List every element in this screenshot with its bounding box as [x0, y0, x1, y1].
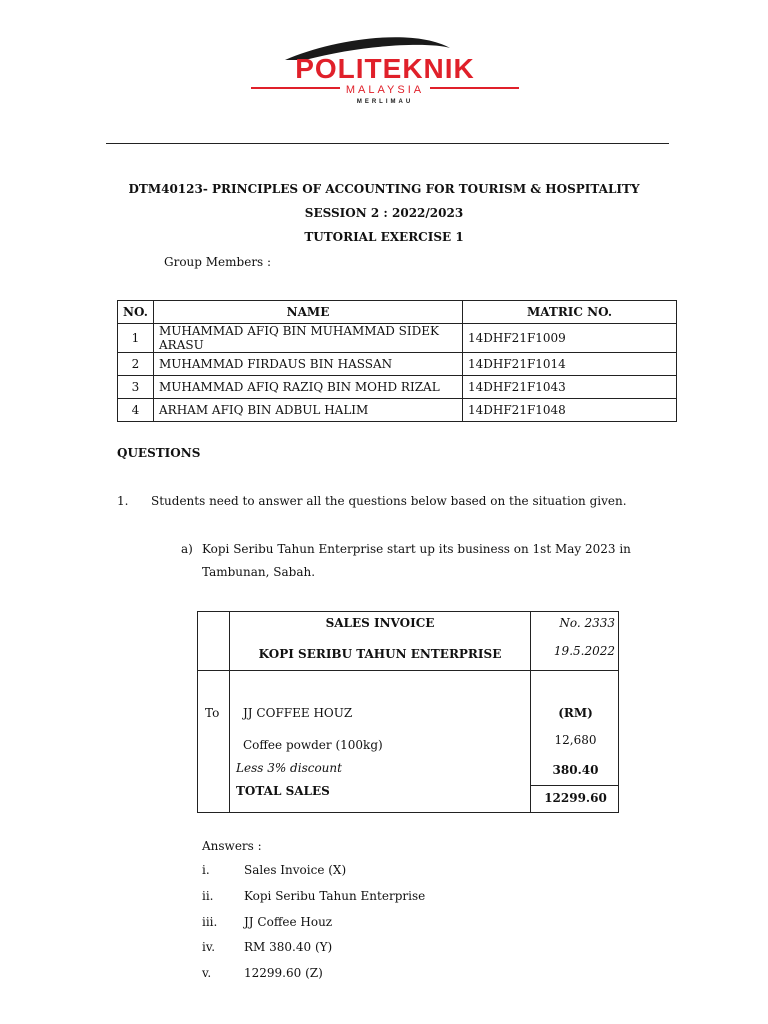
invoice-total-label: TOTAL SALES — [236, 784, 330, 798]
answers-heading: Answers : — [202, 839, 262, 853]
invoice-total-divider — [530, 785, 619, 786]
row-matric: 14DHF21F1009 — [463, 324, 677, 353]
row-name: ARHAM AFIQ BIN ADBUL HALIM — [154, 399, 463, 422]
part-a-label: a) — [181, 542, 193, 556]
row-matric: 14DHF21F1048 — [463, 399, 677, 422]
answer-label: iv. — [202, 940, 216, 954]
invoice-total-amount: 12299.60 — [544, 791, 607, 805]
answer-label: v. — [202, 966, 212, 980]
row-no: 2 — [118, 353, 154, 376]
row-name: MUHAMMAD AFIQ BIN MUHAMMAD SIDEK ARASU — [154, 324, 463, 353]
row-name: MUHAMMAD AFIQ RAZIQ BIN MOHD RIZAL — [154, 376, 463, 399]
header-name: NAME — [154, 301, 463, 324]
answer-label: iii. — [202, 915, 218, 929]
logo-swoosh-icon — [245, 30, 525, 105]
row-matric: 14DHF21F1043 — [463, 376, 677, 399]
session-title: SESSION 2 : 2022/2023 — [304, 206, 464, 220]
politeknik-logo — [245, 30, 525, 105]
table-row — [118, 376, 677, 399]
invoice-number: No. 2333 — [559, 616, 615, 630]
table-row — [118, 324, 677, 353]
invoice-company: KOPI SERIBU TAHUN ENTERPRISE — [258, 647, 502, 661]
members-table-header — [118, 301, 677, 324]
logo-campus-text: MERLIMAU — [356, 99, 414, 105]
question-1-number: 1. — [117, 494, 129, 508]
row-no: 3 — [118, 376, 154, 399]
header-matric: MATRIC NO. — [463, 301, 677, 324]
invoice-item-amount: 12,680 — [554, 733, 597, 747]
row-no: 1 — [118, 324, 154, 353]
answer-label: ii. — [202, 889, 214, 903]
table-row — [118, 399, 677, 422]
invoice-title: SALES INVOICE — [325, 616, 435, 630]
header-divider — [106, 143, 669, 144]
header-no: NO. — [118, 301, 154, 324]
invoice-currency: (RM) — [558, 706, 593, 720]
answer-text: 12299.60 (Z) — [244, 966, 323, 980]
questions-heading: QUESTIONS — [117, 446, 201, 460]
answer-text: RM 380.40 (Y) — [244, 940, 333, 954]
answer-text: Kopi Seribu Tahun Enterprise — [244, 889, 426, 903]
invoice-customer: JJ COFFEE HOUZ — [243, 706, 353, 720]
row-name: MUHAMMAD FIRDAUS BIN HASSAN — [154, 353, 463, 376]
part-a-line-2: Tambunan, Sabah. — [202, 565, 316, 579]
members-table — [117, 300, 677, 422]
answer-text: Sales Invoice (X) — [244, 863, 347, 877]
invoice-discount-label: Less 3% discount — [236, 761, 342, 775]
invoice-item: Coffee powder (100kg) — [243, 738, 383, 752]
logo-sub-text: MALAYSIA — [345, 84, 425, 96]
answer-label: i. — [202, 863, 210, 877]
invoice-to-label: To — [205, 706, 220, 720]
exercise-title: TUTORIAL EXERCISE 1 — [304, 230, 464, 244]
part-a-line-1: Kopi Seribu Tahun Enterprise start up its business on 1st May 2023 in — [202, 542, 631, 556]
question-1-text: Students need to answer all the questions below based on the situation given. — [151, 494, 627, 508]
invoice-date: 19.5.2022 — [553, 644, 615, 658]
row-matric: 14DHF21F1014 — [463, 353, 677, 376]
row-no: 4 — [118, 399, 154, 422]
answer-text: JJ Coffee Houz — [244, 915, 333, 929]
group-members-label: Group Members : — [164, 255, 272, 269]
table-row — [118, 353, 677, 376]
invoice-divider-left — [229, 611, 230, 813]
logo-brand-text: POLITEKNIK — [295, 53, 475, 84]
invoice-header-divider — [197, 670, 619, 671]
course-title: DTM40123- PRINCIPLES OF ACCOUNTING FOR TOURISM & HOSPITALITY — [128, 182, 640, 196]
invoice-discount-amount: 380.40 — [552, 763, 599, 777]
